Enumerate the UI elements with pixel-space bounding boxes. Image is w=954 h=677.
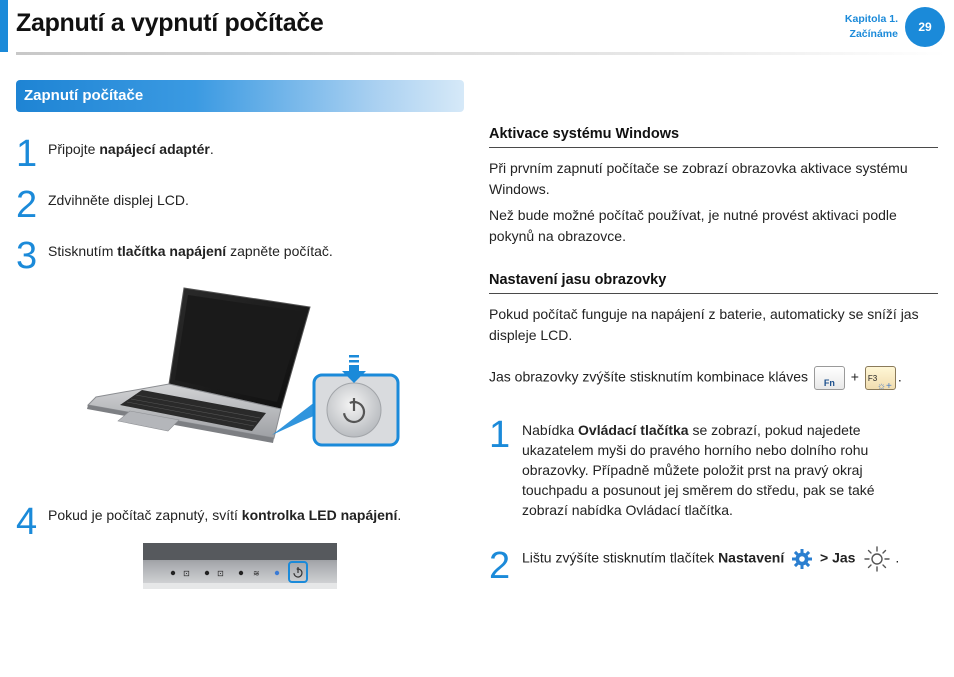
right-step-number-2: 2: [489, 545, 511, 587]
led-indicator-panel: [143, 543, 337, 590]
brightness-paragraph-2-text: Jas obrazovky zvýšíte stisknutím kombinace kláves: [489, 368, 809, 385]
settings-label: Nastavení: [718, 549, 785, 566]
svg-text:≋: ≋: [253, 569, 260, 578]
laptop-illustration: [84, 285, 404, 450]
right-step-number-1: 1: [489, 414, 511, 456]
brightness-heading: Nastavení jasu obrazovky: [489, 272, 667, 288]
brightness-paragraph-2-end: .: [897, 368, 902, 385]
page-title: Zapnutí a vypnutí počítače: [16, 9, 324, 37]
f3-brightness-key-icon: [865, 366, 896, 390]
svg-text:⊡: ⊡: [217, 569, 224, 578]
brightness-label: > Jas: [816, 549, 856, 566]
right-step-text-1: [522, 420, 922, 520]
section-heading: Zapnutí počítače: [24, 87, 144, 104]
chapter-name: Začínáme: [849, 28, 898, 40]
step-number-3: 3: [16, 235, 38, 277]
step-text-3: [48, 241, 333, 261]
activation-paragraph-1: Při prvním zapnutí počítače se zobrazí obrazovka aktivace systému Windows.: [489, 160, 908, 197]
right-step-text-1-post: se zobrazí, pokud najedete ukazatelem myši do pravého horního nebo dolního rohu obrazovky. Případně můžete položit prst na pravý okraj touchpadu a posunout jej směrem do středu, pak se také zobrazí nabídka Ovládací tlačítka.: [522, 422, 875, 518]
step-text-2: Zdvihněte displej LCD.: [48, 192, 189, 208]
header-accent-bar: [0, 0, 8, 52]
step-text-1: [48, 139, 214, 159]
step-text-4-pre: Pokud je počítač zapnutý, svítí: [48, 507, 242, 523]
f3-key-label: F3: [867, 374, 878, 383]
activation-paragraph-2: Než bude možné počítač používat, je nutné provést aktivaci podle pokynů na obrazovce.: [489, 207, 897, 244]
right-step-text-2-pre: Lištu zvýšíte stisknutím tlačítek: [522, 549, 719, 566]
step-text-1-post: .: [209, 141, 214, 157]
right-step-text-1-bold: Ovládací tlačítka: [578, 422, 689, 438]
brightness-sun-icon: [862, 546, 892, 572]
brightness-heading-rule: [489, 293, 938, 294]
right-step-text-2: [522, 546, 942, 572]
activation-heading: Aktivace systému Windows: [489, 126, 680, 142]
page-number-badge: 29: [905, 7, 945, 47]
activation-heading-rule: [489, 147, 938, 148]
step-text-4-bold: kontrolka LED napájení: [241, 507, 398, 523]
key-plus-sign: +: [850, 368, 859, 385]
chapter-number: Kapitola 1.: [844, 13, 898, 25]
brightness-paragraph-1: Pokud počítač funguje na napájení z baterie, automaticky se sníží jas displeje LCD.: [489, 306, 919, 343]
step-number-4: 4: [16, 501, 38, 543]
right-step-text-1-pre: Nabídka: [522, 422, 579, 438]
step-number-1: 1: [16, 133, 38, 175]
fn-key-label: Fn: [823, 378, 835, 388]
step-text-1-bold: napájecí adaptér: [99, 141, 210, 157]
step-text-4: [48, 505, 401, 525]
step-text-4-post: .: [397, 507, 402, 523]
step-text-3-post: zapněte počítač.: [226, 243, 333, 259]
settings-gear-icon: [791, 548, 813, 570]
chapter-label: [845, 12, 898, 42]
right-step-text-2-end: .: [895, 549, 900, 566]
step-text-1-pre: Připojte: [48, 141, 100, 157]
svg-text:⊡: ⊡: [183, 569, 190, 578]
f3-key-symbol: ☼+: [876, 381, 892, 392]
step-text-3-bold: tlačítka napájení: [117, 243, 227, 259]
section-heading-band: [16, 80, 464, 112]
header-divider: [16, 52, 946, 55]
fn-key-icon: [814, 366, 845, 390]
step-text-3-pre: Stisknutím: [48, 243, 118, 259]
step-number-2: 2: [16, 184, 38, 226]
brightness-paragraph-2: [489, 366, 941, 390]
